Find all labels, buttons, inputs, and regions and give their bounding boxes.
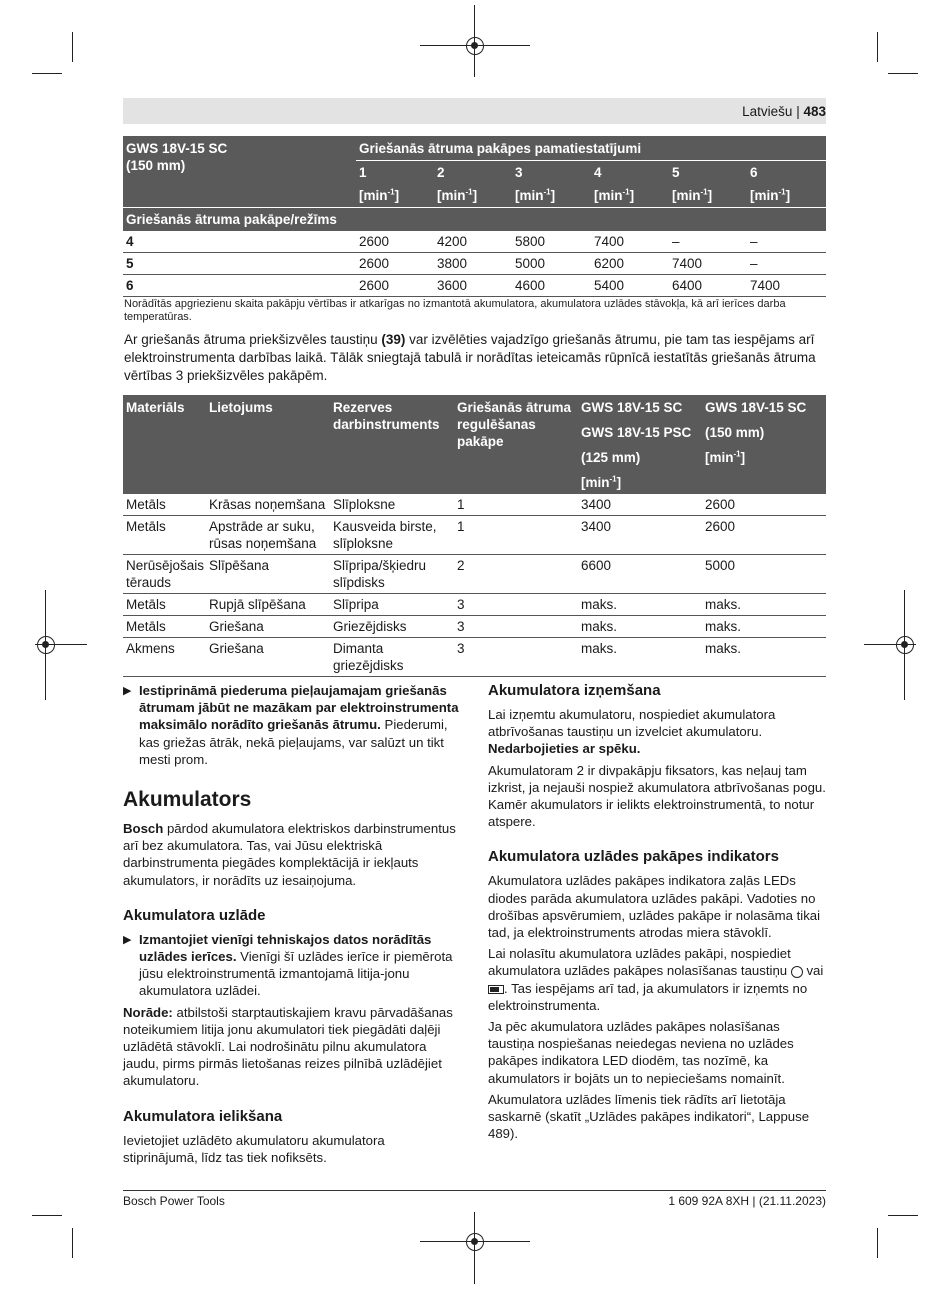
speed-value: – [747,253,826,275]
cell-material: Metāls [123,516,206,555]
mode-cell: 4 [123,231,356,253]
battery-icon [488,985,504,994]
bosch-paragraph: Bosch pārdod akumulatora elektriskos darbinstrumentus arī bez akumulatora. Tas, vai Jūsu elektriskā darbinstrumenta piegādes komplektācijā ir iekļauts akumulators, ir norādīts uz iesaiņojuma. [123,821,456,888]
indikators-paragraph-3: Ja pēc akumulatora uzlādes pakāpes nolasīšanas taustiņa nospiešanas neiedegas neviena no uzlādes pakāpes indikatora LED diodēm, tas nozīmē, ka akumulators ir bojāts un to nepieciešams nomainīt. [488,1019,794,1086]
cell-speed-125: maks. [578,616,702,638]
speed-table-group-title: Griešanās ātruma pakāpes pamatiestatījumi [356,136,826,161]
iznemsana-bold: Nedarbojieties ar spēku. [488,741,641,757]
button-reference: (39) [381,332,406,347]
norade-paragraph: Norāde: atbilstoši starptautiskajiem kravu pārvadāšanas noteikumiem litija jonu akumulatori tiek piegādāti daļēji uzlādētā stāvoklī. Lai nodrošinātu pilnu akumulatora jaudu, pirms pirmās lietošanas reizes pilnībā uzlādējiet akumulatoru. [123,1004,453,1089]
cell-step: 1 [454,494,578,516]
speed-unit: $[\min^{-1}]$ [512,184,591,208]
arrow-bullet-icon: ▶ [123,933,132,946]
speed-col-header: 4 [591,161,669,185]
table-row [123,494,826,516]
table-row [123,516,826,555]
cell-step: 3 [454,594,578,616]
table-row [123,555,826,594]
section-title-ieliksana: Akumulatora ielikšana [123,1107,283,1125]
indikators-paragraph-4: Akumulatora uzlādes līmenis tiek rādīts arī lietotāja saskarnē (skatīt „Uzlādes pakāpes indikatori“, Lappuse 489). [488,1091,810,1142]
speed-value: – [747,231,826,253]
cell-tool: Slīploksne [330,494,454,516]
header-language: Latviešu [742,104,793,119]
speed-col-header: 1 [356,161,434,185]
table-row [123,616,826,638]
speed-value: 7400 [747,275,826,297]
cell-speed-150: 5000 [702,555,826,594]
cell-usage: Apstrāde ar suku, rūsas noņemšana [206,516,330,555]
charge-item: ▶ Izmantojiet vienīgi tehniskajos datos norādītās uzlādes ierīces. Vienīgi šī uzlādes ierīce ir piemērota jūsu elektroinstrumentā izmantojamā litija-jonu akumulatora uzlādei. [123,931,453,999]
speed-table-model-cell [123,136,356,208]
cell-speed-125: 3400 [578,494,702,516]
cell-material: Akmens [123,638,206,677]
speed-value: 7400 [669,253,747,275]
crop-mark-tl-h [32,73,62,74]
registration-mark-top-icon [466,37,484,55]
footer-doc-number: 1 609 92A 8XH | (21.11.2023) [668,1194,826,1208]
speed-value: 6200 [591,253,669,275]
cell-step: 2 [454,555,578,594]
header-speed-step: Griešanās ātruma regulēšanas pakāpe [454,395,578,494]
footer-brand: Bosch Power Tools [123,1194,225,1208]
speed-value: 6400 [669,275,747,297]
mode-cell: 6 [123,275,356,297]
speed-value: 5800 [512,231,591,253]
speed-unit: $[\min^{-1}]$ [669,184,747,208]
cell-usage: Griešana [206,638,330,677]
cell-speed-150: maks. [702,594,826,616]
crop-mark-bl-h [32,1215,62,1216]
cell-material: Metāls [123,616,206,638]
speed-value: 3800 [434,253,512,275]
speed-value: 2600 [356,253,434,275]
header-material: Materiāls [123,395,206,494]
cell-material: Nerūsējošais tērauds [123,555,206,594]
speed-col-header: 2 [434,161,512,185]
header-gws-150: GWS 18V-15 SC (150 mm) $[\min^{-1}]$ [702,395,826,494]
header-separator: | [796,104,800,119]
page-number: 483 [803,104,826,119]
section-title-uzlade: Akumulatora uzlāde [123,906,266,924]
cell-step: 3 [454,638,578,677]
indikators-paragraph-1: Akumulatora uzlādes pakāpes indikatora zaļās LEDs diodes parāda akumulatora uzlādes pakāpi. Vadoties no drošības apsvērumiem, uzlādes pakāpe ir nolasāma tikai tad, ja elektroinstruments atrodas miera stāvoklī. [488,873,821,941]
speed-value: – [669,231,747,253]
fiksators-paragraph: Akumulatoram 2 ir divpakāpju fiksators, kas neļauj tam izkrist, ja nejauši nospiež akumulatora atbrīvošanas pogu. Kamēr akumulators ir ielikts elektroinstrumentā, to notur atspere. [488,762,826,830]
cell-usage: Rupjā slīpēšana [206,594,330,616]
page-header [742,104,826,119]
speed-table-note: Norādītās apgriezienu skaita pakāpju vērtības ir atkarīgas no izmantotā akumulatora, akumulatora uzlādes stāvokļa, kā arī ierīces darba temperatūras. [124,298,786,323]
indikators-paragraph-2: Lai nolasītu akumulatora uzlādes pakāpi, nospiediet akumulatora uzlādes pakāpes nolasīšanas taustiņu vai . Tas iespējams arī tad, ja akumulators ir izņemts no elektroinstrumenta. [488,946,824,1013]
cell-usage: Slīpēšana [206,555,330,594]
cell-usage: Krāsas noņemšana [206,494,330,516]
speed-settings-table [123,136,826,297]
crop-mark-tr-h [888,73,918,74]
speed-table-diameter: (150 mm) [126,158,186,173]
registration-mark-left-icon [37,636,55,654]
arrow-bullet-icon: ▶ [123,685,132,697]
speed-value: 2600 [356,231,434,253]
cell-speed-125: maks. [578,594,702,616]
left-column [123,682,461,1170]
speed-table-mode-label: Griešanās ātruma pakāpe/režīms [123,208,826,232]
cell-material: Metāls [123,594,206,616]
crop-mark-br-h [888,1215,918,1216]
cell-usage: Griešana [206,616,330,638]
header-usage: Lietojums [206,395,330,494]
speed-unit: $[\min^{-1}]$ [434,184,512,208]
cell-speed-125: maks. [578,638,702,677]
crop-mark-tl-v [72,32,73,62]
mode-cell: 5 [123,253,356,275]
cell-speed-125: 3400 [578,516,702,555]
page-footer [123,1190,826,1208]
section-title-iznemsana: Akumulatora izņemšana [488,682,661,699]
cell-speed-150: maks. [702,638,826,677]
charge-button-icon [791,966,803,978]
cell-tool: Slīpripa/šķiedru slīpdisks [330,555,454,594]
speed-unit: $[\min^{-1}]$ [747,184,826,208]
intro-paragraph: Ar griešanās ātruma priekšizvēles taustiņu (39) var izvēlēties vajadzīgo griešanās ātrumu, pie tam tas iespējams arī elektroinstrumenta darbības laikā. Tālāk sniegtajā tabulā ir norādītas ieteicamās rūpnīcā iestatītās griešanās ātruma vērtības 3 priekšizvēles pakāpēm. [124,332,816,383]
crop-mark-tr-v [877,32,878,62]
ieliksana-paragraph: Ievietojiet uzlādēto akumulatoru akumulatora stiprinājumā, līdz tas tiek nofiksēts. [123,1132,385,1165]
crop-mark-br-v [877,1228,878,1258]
cell-tool: Dimanta griezējdisks [330,638,454,677]
section-title-indikators: Akumulatora uzlādes pakāpes indikators [488,848,779,866]
iznemsana-paragraph: Lai izņemtu akumulatoru, nospiediet akumulatora atbrīvošanas taustiņu un izvelciet akumulatoru. [488,707,776,740]
right-column [488,664,826,1146]
speed-value: 3600 [434,275,512,297]
cell-step: 1 [454,516,578,555]
cell-speed-125: 6600 [578,555,702,594]
registration-mark-right-icon [896,636,914,654]
cell-tool: Kausveida birste, slīploksne [330,516,454,555]
speed-unit: $[\min^{-1}]$ [591,184,669,208]
cell-speed-150: maks. [702,616,826,638]
table-row [123,594,826,616]
speed-value: 5000 [512,253,591,275]
material-table [123,395,826,677]
table-row [123,231,826,253]
header-gws-125: GWS 18V-15 SC GWS 18V-15 PSC (125 mm) $[\min^{-1}]$ [578,395,702,494]
crop-mark-bl-v [72,1228,73,1258]
speed-value: 4600 [512,275,591,297]
cell-speed-150: 2600 [702,494,826,516]
table-row [123,253,826,275]
cell-speed-150: 2600 [702,516,826,555]
speed-value: 7400 [591,231,669,253]
speed-col-header: 6 [747,161,826,185]
cell-tool: Griezējdisks [330,616,454,638]
cell-step: 3 [454,616,578,638]
speed-col-header: 5 [669,161,747,185]
registration-mark-bottom-icon [466,1233,484,1251]
speed-value: 5400 [591,275,669,297]
header-tool: Rezerves darbinstruments [330,395,454,494]
table-row [123,275,826,297]
section-title-akumulators: Akumulators [123,788,252,812]
cell-tool: Slīpripa [330,594,454,616]
speed-unit: $[\min^{-1}]$ [356,184,434,208]
page-header-band [123,98,826,124]
speed-table-model: GWS 18V-15 SC [126,141,228,156]
speed-col-header: 3 [512,161,591,185]
cell-material: Metāls [123,494,206,516]
speed-value: 4200 [434,231,512,253]
speed-value: 2600 [356,275,434,297]
warning-item: ▶ Iestiprināmā piederuma pieļaujamajam griešanās ātrumam jābūt ne mazākam par elektroinstrumenta maksimālo norādīto griešanās ātrumu. Piederumi, kas griežas ātrāk, nekā pieļaujams, var salūzt un tikt mesti prom. [123,683,459,767]
